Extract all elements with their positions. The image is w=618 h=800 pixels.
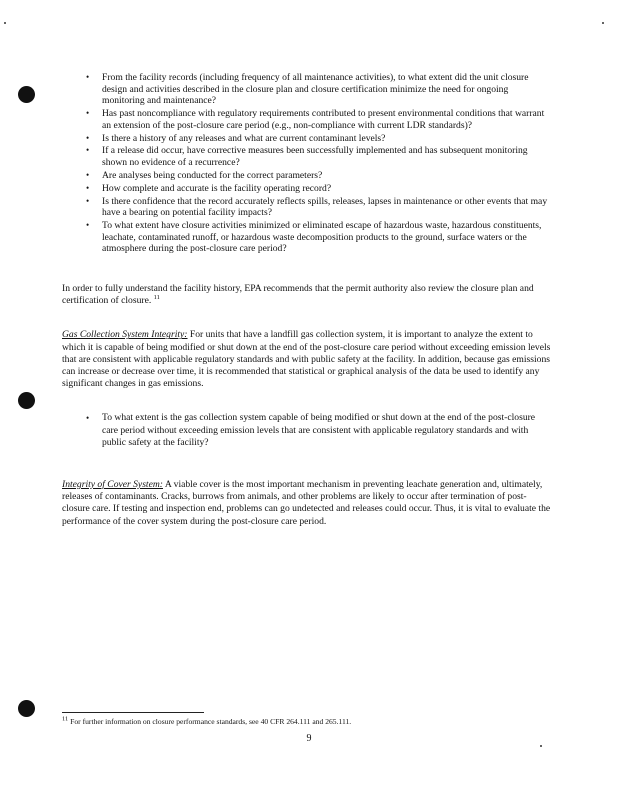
punch-hole-top — [18, 86, 35, 103]
bullet-icon: • — [86, 108, 90, 119]
list-item: • How complete and accurate is the facility operating record? — [86, 182, 332, 194]
bullet-icon: • — [86, 182, 90, 193]
list-item: • To what extent have closure activities minimized or eliminated escape of hazardous waste, hazardous constituents, leachate, contaminated runoff, or hazardous waste decomposition products to the ground, surface waters or the atmosphere during the post-closure care period? — [86, 220, 542, 255]
gas-collection-paragraph: Gas Collection System Integrity: For units that have a landfill gas collection system, it is important to analyze the extent to which it is capable of being modified or shut down at the end of the post-closure care period without exceeding emission levels that are consistent with applicable regulatory standards and with public safety at the facility. In addition, because gas emissions can increase or decrease over time, it is recommended that statistical or graphical analysis of the data be used to identify any significant changes in gas emissions. — [62, 329, 551, 390]
cover-system-heading: Integrity of Cover System: — [62, 479, 163, 491]
bullet-icon: • — [86, 413, 90, 424]
footnote-reference: 11 — [153, 294, 160, 301]
page-content — [62, 72, 552, 528]
facility-history-paragraph: In order to fully understand the facility history, EPA recommends that the permit authority also review the closure plan and certification of closure. $^{11}$ — [62, 282, 534, 307]
scan-speck — [4, 22, 6, 24]
list-item: • Is there a history of any releases and what are current contaminant levels? — [86, 132, 386, 144]
gas-collection-heading: Gas Collection System Integrity: — [62, 329, 188, 341]
footnote: $^{11}$ For further information on closure performance standards, see 40 CFR 264.111 and 265.111. — [62, 715, 352, 726]
list-item: • If a release did occur, have corrective measures been successfully implemented and has subsequent monitoring shown no evidence of a recurrence? — [86, 145, 528, 169]
bullet-icon: • — [86, 145, 90, 156]
list-item: • Has past noncompliance with regulatory requirements contributed to present environmental conditions that warrant an extension of the post-closure care period (e.g., non-compliance with current LDR standards)? — [86, 108, 545, 131]
page-number: 9 — [306, 733, 312, 744]
footnote-divider — [62, 712, 204, 713]
list-item: • To what extent is the gas collection system capable of being modified or shut down at the end of the post-closure care period without exceeding emission levels that are consistent with applicable regulatory standards and with public safety at the facility? — [86, 412, 536, 448]
gas-collection-questions-list — [62, 412, 552, 449]
scan-speck — [602, 22, 604, 24]
punch-hole-middle — [18, 392, 35, 409]
bullet-icon: • — [86, 220, 90, 231]
bullet-icon: • — [86, 169, 90, 180]
list-item: • Is there confidence that the record accurately reflects spills, releases, lapses in maintenance or other events that may have a bearing on potential facility impacts? — [86, 195, 548, 219]
scan-speck — [540, 745, 542, 747]
closure-questions-list — [62, 72, 552, 255]
punch-hole-bottom — [18, 700, 35, 717]
bullet-icon: • — [86, 72, 90, 82]
bullet-icon: • — [86, 132, 90, 143]
list-item: • Are analyses being conducted for the correct parameters? — [86, 169, 323, 181]
bullet-icon: • — [86, 195, 90, 206]
footnote-number: 11 — [62, 715, 69, 723]
cover-system-paragraph: Integrity of Cover System: A viable cover is the most important mechanism in preventing leachate generation and, ultimately, releases of contaminants. Cracks, burrows from animals, and other problems are likely to occur after termination of post-closure care. If testing and inspection end, problems can go undetected and releases could occur. Thus, it is vital to evaluate the performance of the cover system during the post-closure care period. — [62, 479, 551, 527]
list-item: • From the facility records (including frequency of all maintenance activities), to what extent did the unit closure design and activities described in the closure plan and closure certification minimize the need for ongoing monitoring and maintenance? — [86, 72, 529, 107]
